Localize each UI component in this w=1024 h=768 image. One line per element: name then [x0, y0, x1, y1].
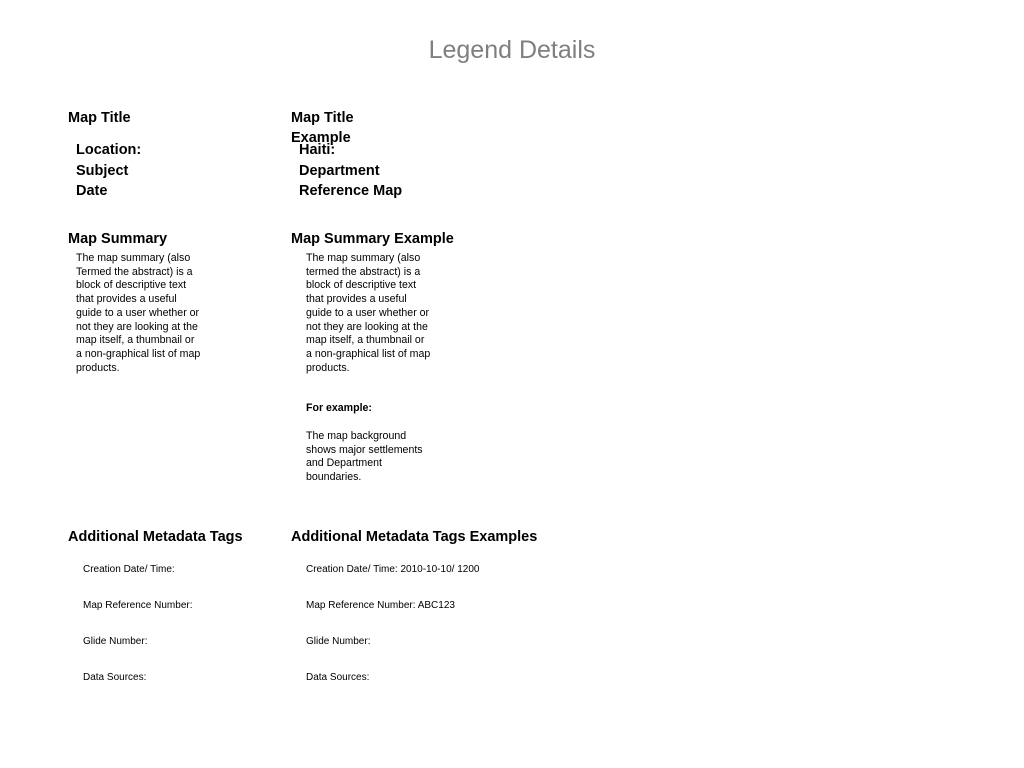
example-creation-date: Creation Date/ Time: 2010-10-10/ 1200	[306, 564, 480, 575]
tag-map-reference-number: Map Reference Number:	[83, 600, 193, 611]
map-summary-example-text: The map summary (also termed the abstract) is a block of descriptive text that provides a useful guide to a user whether or not they are looking at the map itself, a thumbnail or a non-graphical list of map products.	[306, 252, 431, 374]
map-title-fields	[76, 140, 141, 202]
map-title-heading: Map Title	[68, 110, 131, 126]
metadata-example-heading: Additional Metadata Tags Examples	[291, 529, 538, 545]
example-location: Haiti:	[299, 142, 336, 158]
map-summary-example-detail: The map background shows major settlements and Department boundaries.	[306, 430, 423, 484]
map-summary-example-heading: Map Summary Example	[291, 231, 454, 247]
map-summary-example-label: For example:	[306, 402, 372, 414]
tag-data-sources: Data Sources:	[83, 672, 147, 683]
map-title-example-values	[299, 140, 402, 202]
example-data-sources: Data Sources:	[306, 672, 370, 683]
example-glide-number: Glide Number:	[306, 636, 371, 647]
page-title: Legend Details	[428, 36, 596, 64]
map-summary-heading: Map Summary	[68, 231, 168, 247]
tag-creation-date: Creation Date/ Time:	[83, 564, 175, 575]
example-map-reference-number: Map Reference Number: ABC123	[306, 600, 455, 611]
example-subject: Department	[299, 162, 380, 179]
field-subject: Subject	[76, 162, 129, 179]
tag-glide-number: Glide Number:	[83, 636, 148, 647]
map-summary-description: The map summary (also Termed the abstract) is a block of descriptive text that provides a useful guide to a user whether or not they are looking at the map itself, a thumbnail or a non-graphical list of map products.	[76, 252, 201, 374]
metadata-heading: Additional Metadata Tags	[68, 529, 243, 545]
example-date: Reference Map	[299, 183, 403, 199]
field-date: Date	[76, 183, 108, 199]
map-title-example-heading: Map Title Example	[291, 110, 354, 146]
field-location: Location:	[76, 142, 142, 158]
